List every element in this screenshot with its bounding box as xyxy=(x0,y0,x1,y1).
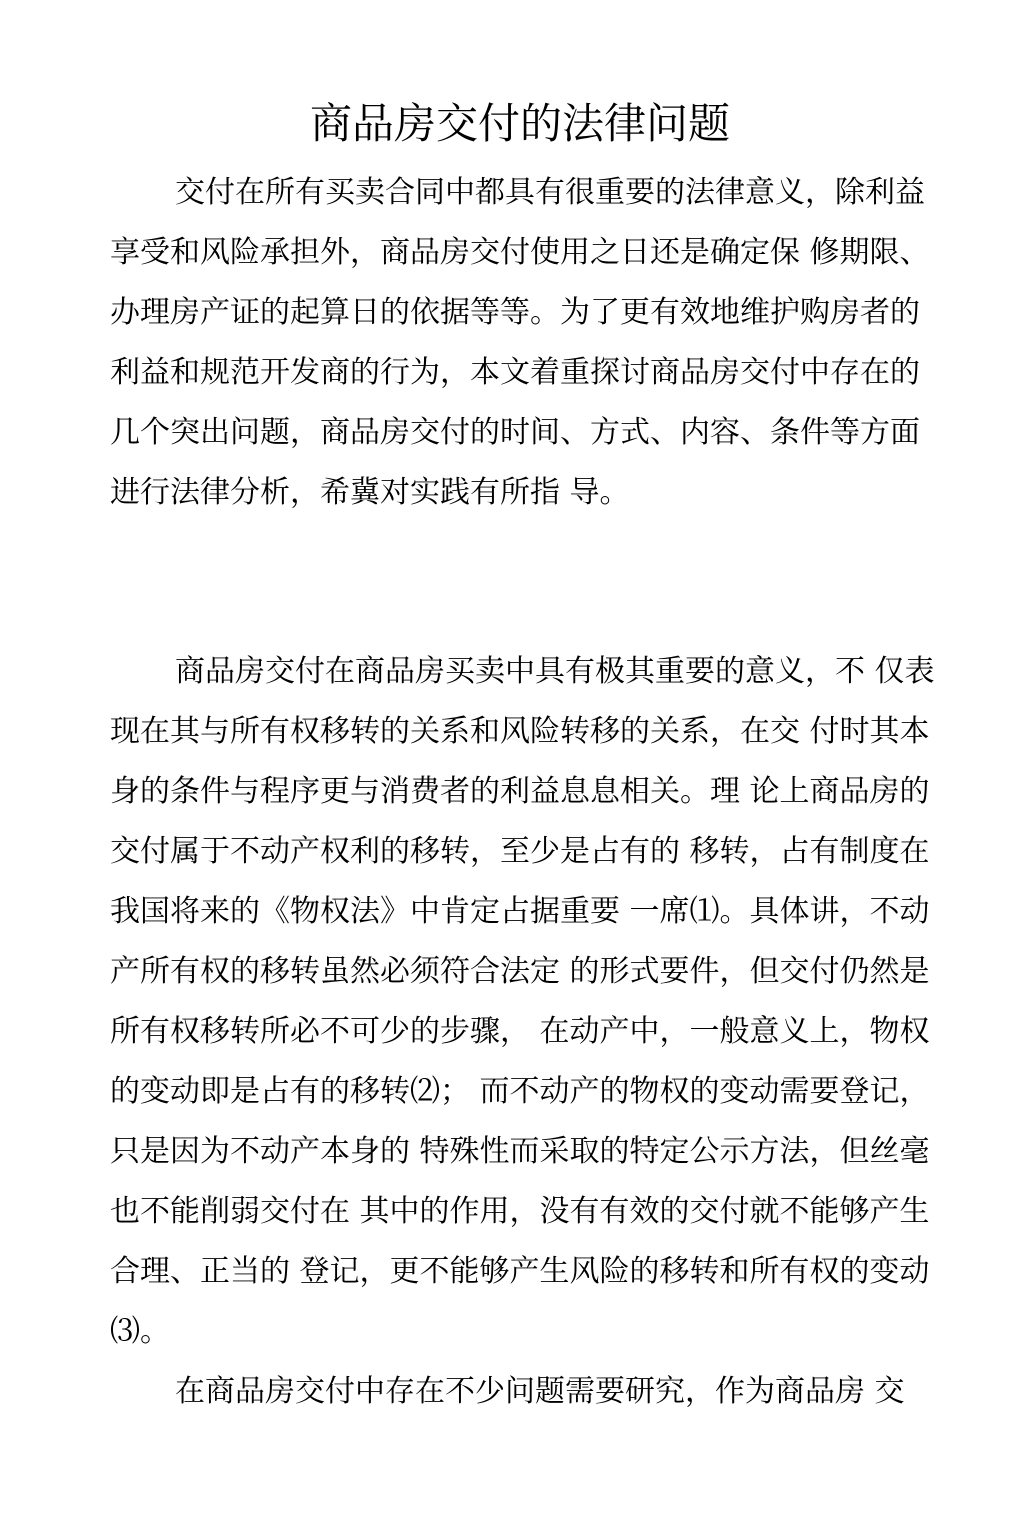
paragraph-2-line-1: 商品房交付在商品房买卖中具有极其重要的意义，不 仅表 xyxy=(175,654,935,689)
paragraph-2-line-2: 现在其与所有权移转的关系和风险转移的关系，在交 付时其本 xyxy=(110,714,930,749)
paragraph-2-line-3: 身的条件与程序更与消费者的利益息息相关。理 论上商品房的 xyxy=(110,774,930,809)
paragraph-2-line-4: 交付属于不动产权利的移转，至少是占有的 移转，占有制度在 xyxy=(110,834,930,869)
paragraph-1-line-4: 利益和规范开发商的行为，本文着重探讨商品房交付中存在的 xyxy=(110,355,920,390)
paragraph-2-line-12: ⑶。 xyxy=(110,1314,170,1349)
paragraph-1-line-1: 交付在所有买卖合同中都具有很重要的法律意义，除利益 xyxy=(175,175,925,210)
paragraph-2-line-10: 也不能削弱交付在 其中的作用，没有有效的交付就不能够产生 xyxy=(110,1194,930,1229)
paragraph-2-line-6: 产所有权的移转虽然必须符合法定 的形式要件，但交付仍然是 xyxy=(110,954,930,989)
paragraph-1-line-2: 享受和风险承担外，商品房交付使用之日还是确定保 修期限、 xyxy=(110,235,930,270)
paragraph-3-line-1: 在商品房交付中存在不少问题需要研究，作为商品房 交 xyxy=(175,1374,905,1409)
document-title: 商品房交付的法律问题 xyxy=(309,99,730,148)
paragraph-1-line-6: 进行法律分析，希冀对实践有所指 导。 xyxy=(110,475,630,510)
paragraph-2-line-8: 的变动即是占有的移转⑵； 而不动产的物权的变动需要登记， xyxy=(110,1074,930,1109)
paragraph-1-line-5: 几个突出问题，商品房交付的时间、方式、内容、条件等方面 xyxy=(110,415,920,450)
paragraph-2-line-5: 我国将来的《物权法》中肯定占据重要 一席⑴。具体讲，不动 xyxy=(110,894,930,929)
paragraph-1-line-3: 办理房产证的起算日的依据等等。为了更有效地维护购房者的 xyxy=(110,295,920,330)
paragraph-2-line-11: 合理、正当的 登记，更不能够产生风险的移转和所有权的变动 xyxy=(110,1254,930,1289)
paragraph-2-line-7: 所有权移转所必不可少的步骤， 在动产中，一般意义上，物权 xyxy=(110,1014,930,1049)
paragraph-2-line-9: 只是因为不动产本身的 特殊性而采取的特定公示方法，但丝毫 xyxy=(110,1134,930,1169)
